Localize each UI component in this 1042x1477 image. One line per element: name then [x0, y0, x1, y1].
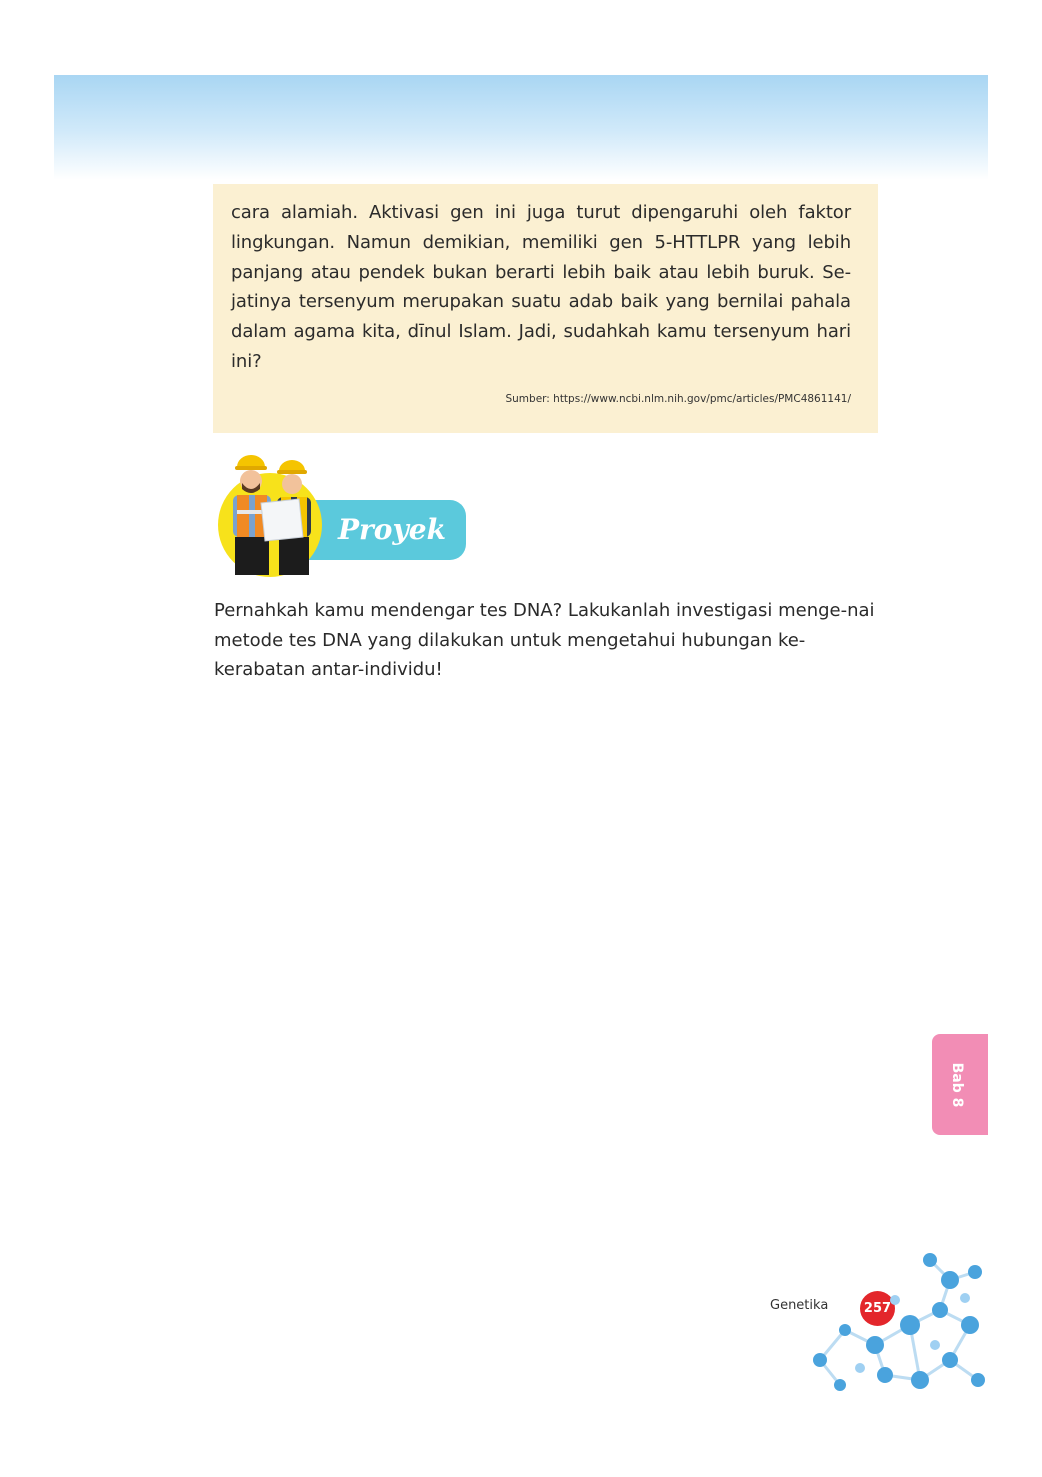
construction-workers-icon: [215, 455, 325, 580]
molecule-icon: [800, 1250, 990, 1405]
header-band: [54, 75, 988, 180]
proyek-title: Proyek: [338, 513, 446, 546]
project-instructions: Pernahkah kamu mendengar tes DNA? Lakukanlah investigasi menge-nai metode tes DNA yang dilakukan untuk mengetahui hubungan ke-kerabatan antar-individu!: [214, 600, 875, 681]
source-citation: Sumber: https://www.ncbi.nlm.nih.gov/pmc/articles/PMC4861141/: [505, 393, 851, 405]
info-box: [213, 184, 878, 433]
proyek-heading: [215, 455, 470, 580]
footer-subject: Genetika: [770, 1298, 829, 1313]
info-box-text: cara alamiah. Aktivasi gen ini juga turut dipengaruhi oleh faktor lingkungan. Namun demikian, memiliki gen 5-HTTLPR yang lebih panjang atau pendek bukan berarti lebih baik atau lebih buruk. Se-jatinya tersenyum merupakan suatu adab baik yang bernilai pahala dalam agama kita, dīnul Islam. Jadi, sudahkah kamu tersenyum hari ini?: [231, 202, 851, 372]
page-number: 257: [860, 1291, 895, 1326]
chapter-tab-label: Bab 8: [949, 1062, 965, 1108]
